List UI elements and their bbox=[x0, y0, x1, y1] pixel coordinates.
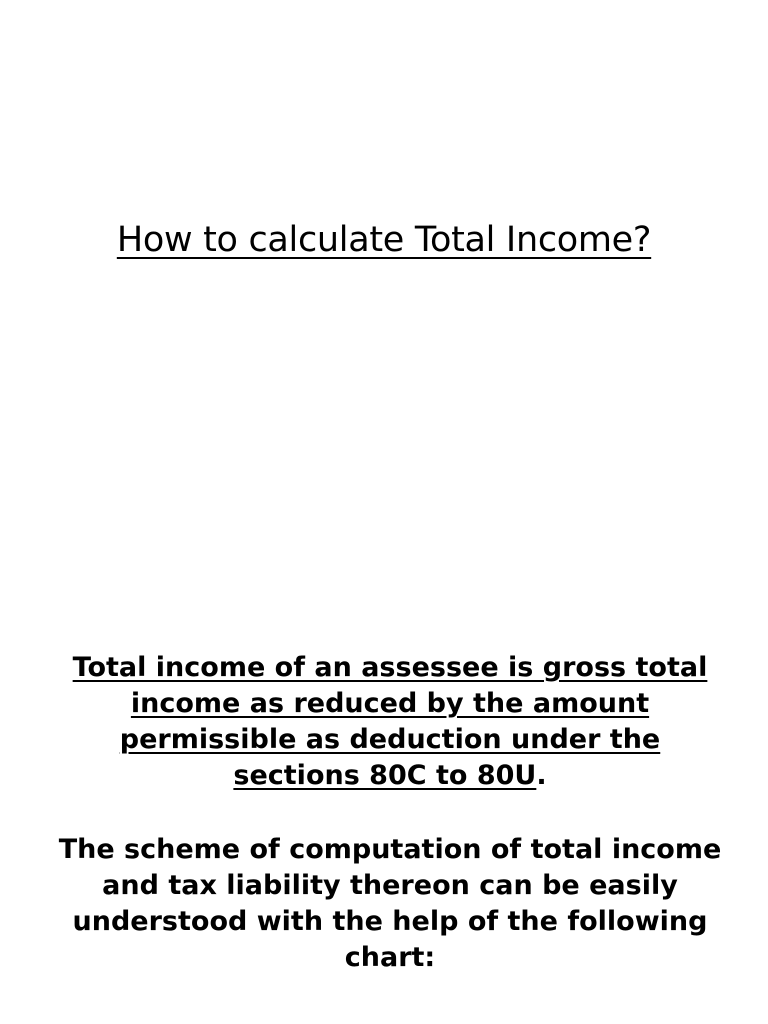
page-title: How to calculate Total Income? bbox=[116, 220, 652, 260]
definition-paragraph bbox=[60, 650, 720, 794]
definition-period: . bbox=[536, 760, 547, 791]
definition-text: Total income of an assessee is gross total income as reduced by the amount permissible as deduction under the sections 80C to 80U bbox=[72, 652, 708, 791]
scheme-paragraph: The scheme of computation of total income and tax liability thereon can be easily understood with the help of the following chart: bbox=[58, 834, 722, 973]
